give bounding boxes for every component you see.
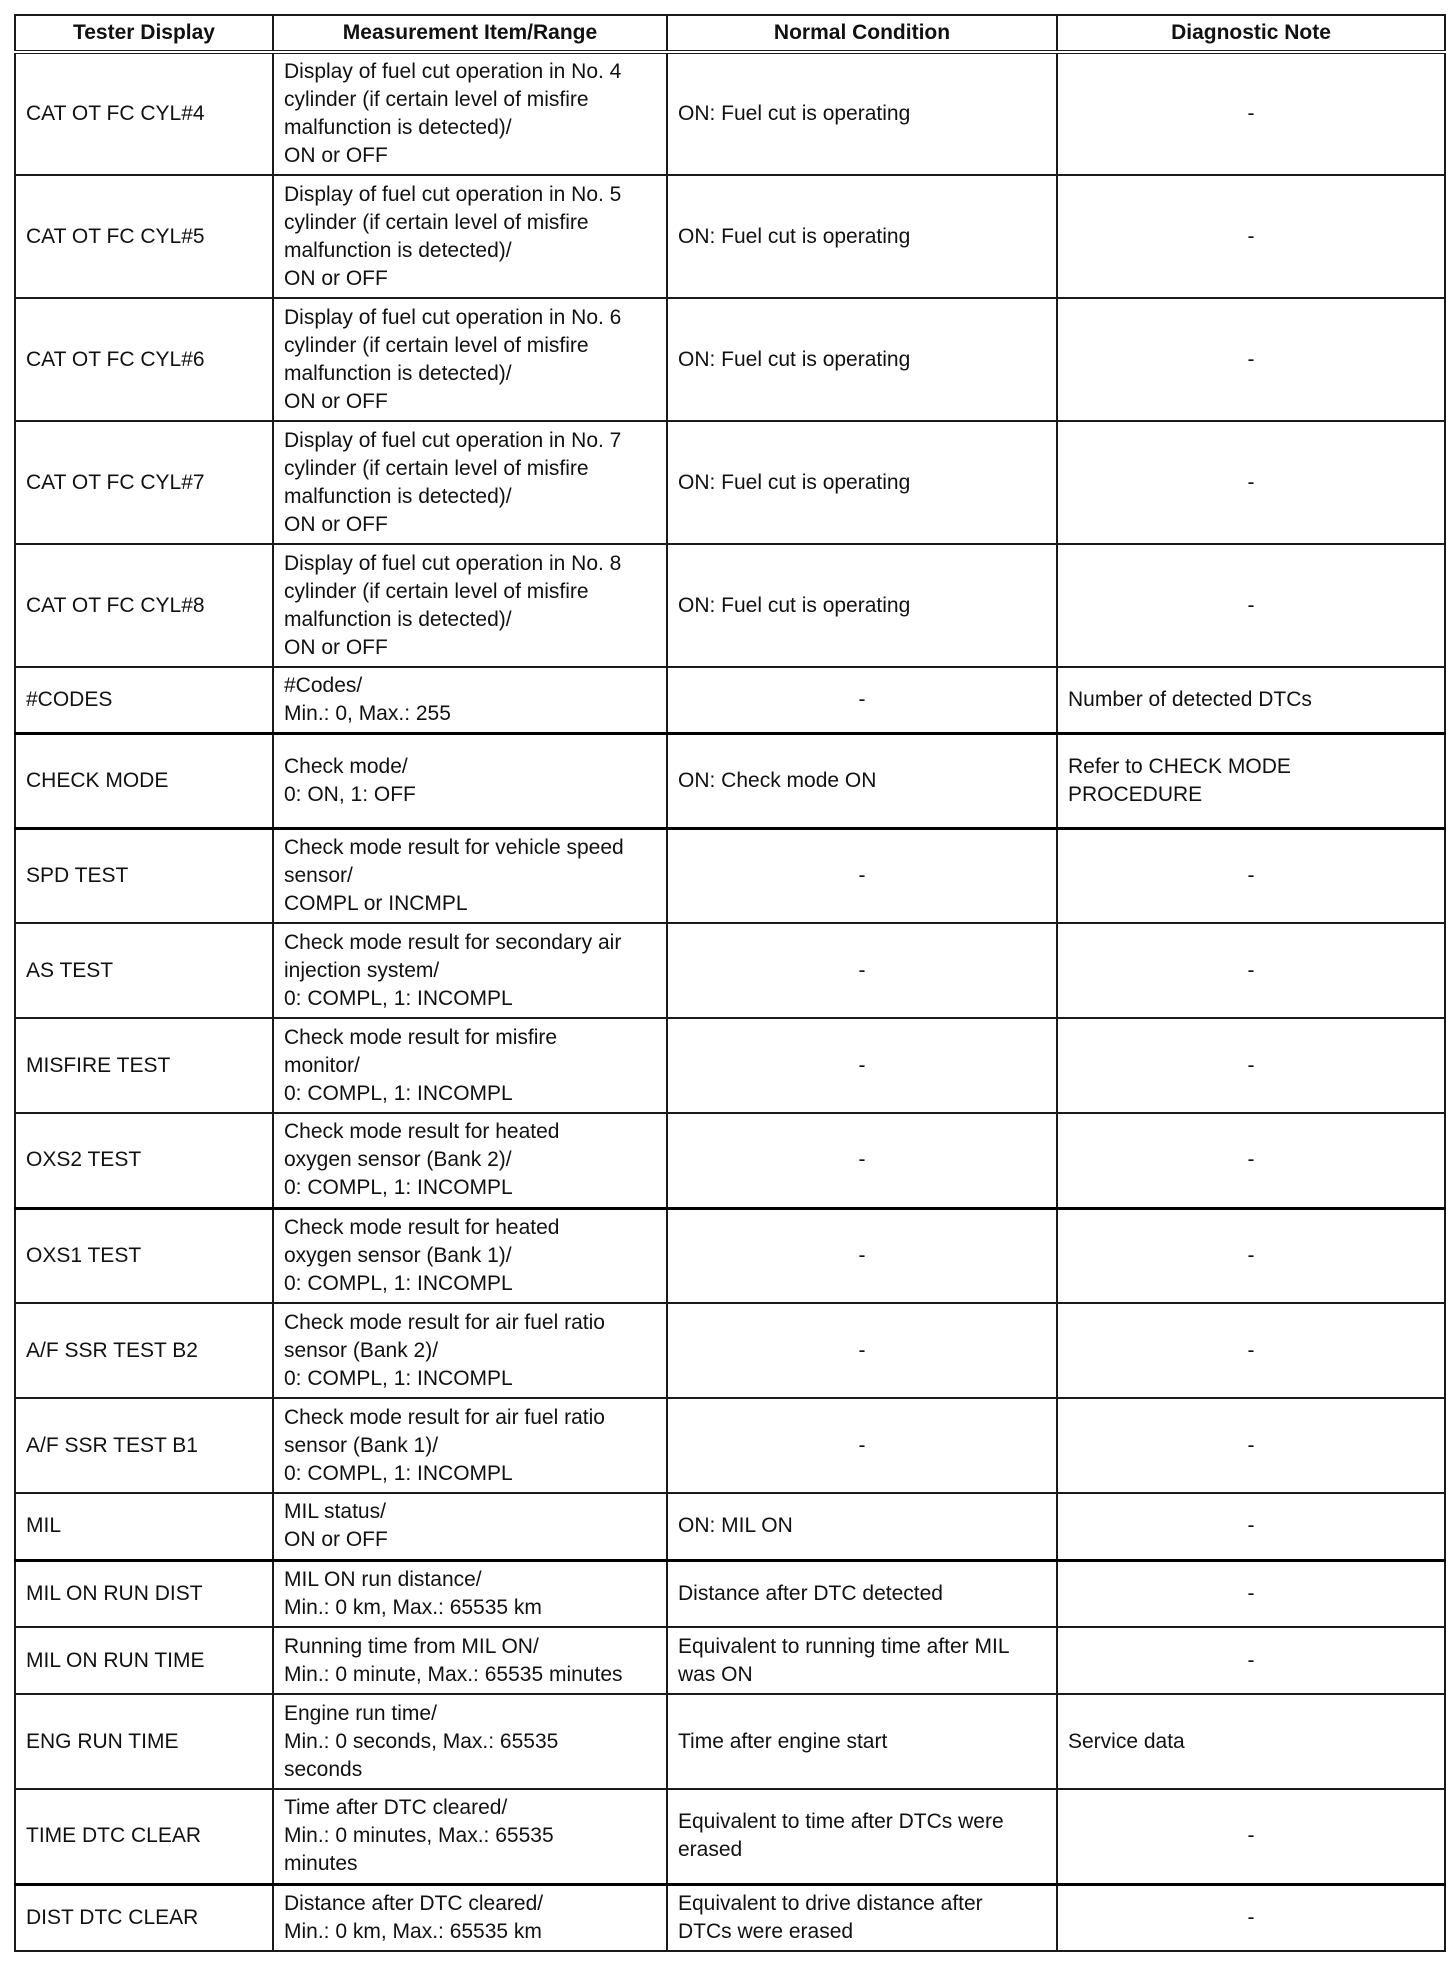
diagnostic-note-cell bbox=[1057, 544, 1445, 667]
diagnostic-note-cell bbox=[1057, 923, 1445, 1018]
diagnostic-note-cell bbox=[1057, 1884, 1445, 1951]
tester-display-cell bbox=[15, 1018, 273, 1113]
normal-condition-cell-text: - bbox=[858, 958, 866, 982]
normal-condition-cell-text: ON: MIL ON bbox=[678, 1514, 793, 1538]
normal-condition-cell bbox=[667, 1113, 1057, 1208]
measurement-item-cell bbox=[273, 733, 667, 828]
normal-condition-cell bbox=[667, 923, 1057, 1018]
measurement-item-cell bbox=[273, 667, 667, 733]
diagnostic-note-cell-text: - bbox=[1247, 1824, 1255, 1848]
table-row bbox=[15, 544, 1445, 667]
measurement-item-cell-text: Display of fuel cut operation in No. 8 cylinder (if certain level of misfire malfunction is detected)/ ON or OFF bbox=[284, 551, 622, 659]
tester-display-cell bbox=[15, 1493, 273, 1560]
normal-condition-cell-text: - bbox=[858, 1433, 866, 1457]
tester-display-cell-text: #CODES bbox=[26, 687, 113, 711]
measurement-item-cell-text: Running time from MIL ON/ Min.: 0 minute, Max.: 65535 minutes bbox=[284, 1634, 623, 1686]
diagnostic-note-cell-text: - bbox=[1247, 1433, 1255, 1457]
tester-display-cell bbox=[15, 298, 273, 421]
tester-display-cell-text: OXS1 TEST bbox=[26, 1243, 142, 1267]
table-row bbox=[15, 298, 1445, 421]
diagnostic-note-cell bbox=[1057, 1493, 1445, 1560]
normal-condition-cell bbox=[667, 544, 1057, 667]
normal-condition-cell bbox=[667, 1694, 1057, 1789]
diagnostic-note-cell bbox=[1057, 1398, 1445, 1493]
table-row bbox=[15, 1303, 1445, 1398]
tester-display-cell bbox=[15, 1208, 273, 1303]
normal-condition-cell bbox=[667, 298, 1057, 421]
measurement-item-cell bbox=[273, 1493, 667, 1560]
normal-condition-cell-text: Equivalent to running time after MIL was ON bbox=[678, 1634, 1010, 1686]
measurement-item-cell bbox=[273, 421, 667, 544]
measurement-item-cell bbox=[273, 1884, 667, 1951]
diagnostic-note-cell-text: - bbox=[1247, 958, 1255, 982]
diagnostic-note-cell-text: - bbox=[1247, 1581, 1255, 1605]
measurement-item-cell bbox=[273, 1627, 667, 1694]
measurement-item-cell bbox=[273, 1303, 667, 1398]
normal-condition-cell-text: - bbox=[858, 1053, 866, 1077]
tester-display-cell bbox=[15, 828, 273, 923]
diagnostic-note-cell-text: - bbox=[1247, 1053, 1255, 1077]
measurement-item-cell-text: #Codes/ Min.: 0, Max.: 255 bbox=[284, 673, 451, 725]
tester-display-cell-text: CAT OT FC CYL#8 bbox=[26, 593, 205, 617]
diagnostic-note-cell bbox=[1057, 733, 1445, 828]
tester-display-cell-text: OXS2 TEST bbox=[26, 1148, 142, 1172]
normal-condition-cell-text: - bbox=[858, 687, 866, 711]
diagnostic-note-cell bbox=[1057, 1789, 1445, 1884]
diagnostic-note-cell-text: - bbox=[1247, 224, 1255, 248]
measurement-item-cell-text: Time after DTC cleared/ Min.: 0 minutes, Max.: 65535 minutes bbox=[284, 1796, 554, 1876]
normal-condition-cell bbox=[667, 667, 1057, 733]
header-normal-condition: Normal Condition bbox=[667, 15, 1057, 52]
normal-condition-cell bbox=[667, 1018, 1057, 1113]
tester-display-cell bbox=[15, 1694, 273, 1789]
tester-display-cell bbox=[15, 421, 273, 544]
tester-display-cell bbox=[15, 1560, 273, 1627]
table-row bbox=[15, 733, 1445, 828]
measurement-item-cell-text: Check mode result for vehicle speed sensor/ COMPL or INCMPL bbox=[284, 835, 624, 915]
normal-condition-cell bbox=[667, 1884, 1057, 1951]
diagnostic-note-cell-text: - bbox=[1247, 863, 1255, 887]
diagnostic-note-cell bbox=[1057, 1208, 1445, 1303]
diagnostic-note-cell bbox=[1057, 1303, 1445, 1398]
table-row bbox=[15, 1018, 1445, 1113]
tester-display-cell bbox=[15, 1627, 273, 1694]
normal-condition-cell-text: ON: Fuel cut is operating bbox=[678, 347, 911, 371]
table-body bbox=[15, 52, 1445, 1951]
tester-display-cell-text: CAT OT FC CYL#7 bbox=[26, 470, 205, 494]
normal-condition-cell-text: - bbox=[858, 1338, 866, 1362]
tester-display-cell bbox=[15, 1303, 273, 1398]
table-row bbox=[15, 1493, 1445, 1560]
measurement-item-cell-text: MIL status/ ON or OFF bbox=[284, 1500, 388, 1552]
diagnostic-note-cell bbox=[1057, 828, 1445, 923]
diagnostic-note-cell bbox=[1057, 175, 1445, 298]
diagnostic-note-cell bbox=[1057, 1113, 1445, 1208]
diagnostic-note-cell-text: - bbox=[1247, 1338, 1255, 1362]
table-row bbox=[15, 1884, 1445, 1951]
tester-display-cell bbox=[15, 175, 273, 298]
measurement-item-cell-text: Display of fuel cut operation in No. 6 cylinder (if certain level of misfire malfunction is detected)/ ON or OFF bbox=[284, 305, 622, 413]
tester-display-cell-text: ENG RUN TIME bbox=[26, 1729, 179, 1753]
normal-condition-cell bbox=[667, 733, 1057, 828]
table-row bbox=[15, 1560, 1445, 1627]
measurement-item-cell bbox=[273, 544, 667, 667]
diagnostic-note-cell-text: - bbox=[1247, 1148, 1255, 1172]
tester-display-cell-text: CAT OT FC CYL#5 bbox=[26, 224, 205, 248]
table-row bbox=[15, 1789, 1445, 1884]
normal-condition-cell-text: ON: Fuel cut is operating bbox=[678, 102, 911, 125]
measurement-item-cell-text: Engine run time/ Min.: 0 seconds, Max.: 65535 seconds bbox=[284, 1701, 559, 1781]
table-row bbox=[15, 1398, 1445, 1493]
normal-condition-cell bbox=[667, 1398, 1057, 1493]
header-diagnostic-note: Diagnostic Note bbox=[1057, 15, 1445, 52]
normal-condition-cell bbox=[667, 1493, 1057, 1560]
measurement-item-cell bbox=[273, 1789, 667, 1884]
normal-condition-cell bbox=[667, 1208, 1057, 1303]
tester-display-cell bbox=[15, 52, 273, 175]
measurement-item-cell bbox=[273, 1694, 667, 1789]
diagnostic-note-cell-text: Number of detected DTCs bbox=[1068, 687, 1312, 711]
diagnostic-note-cell bbox=[1057, 1560, 1445, 1627]
normal-condition-cell-text: ON: Fuel cut is operating bbox=[678, 470, 911, 494]
tester-display-cell-text: A/F SSR TEST B1 bbox=[26, 1433, 198, 1457]
measurement-item-cell bbox=[273, 52, 667, 175]
measurement-item-cell-text: Distance after DTC cleared/ Min.: 0 km, Max.: 65535 km bbox=[284, 1891, 544, 1943]
measurement-item-cell bbox=[273, 923, 667, 1018]
diagnostic-note-cell-text: Refer to CHECK MODE PROCEDURE bbox=[1068, 754, 1291, 806]
normal-condition-cell-text: - bbox=[858, 1243, 866, 1267]
normal-condition-cell bbox=[667, 828, 1057, 923]
diagnostic-note-cell bbox=[1057, 667, 1445, 733]
diagnostic-note-cell-text: Service data bbox=[1068, 1729, 1185, 1753]
measurement-item-cell bbox=[273, 1560, 667, 1627]
tester-display-cell-text: MIL ON RUN DIST bbox=[26, 1581, 203, 1605]
tester-display-cell-text: MIL bbox=[26, 1514, 62, 1538]
diagnostic-note-cell-text: - bbox=[1247, 1514, 1255, 1538]
diagnostic-note-cell-text: - bbox=[1247, 470, 1255, 494]
measurement-item-cell bbox=[273, 1113, 667, 1208]
diagnostic-note-cell bbox=[1057, 1627, 1445, 1694]
tester-display-cell bbox=[15, 923, 273, 1018]
diagnostic-note-cell bbox=[1057, 1694, 1445, 1789]
diagnostic-data-table bbox=[14, 14, 1446, 1952]
measurement-item-cell bbox=[273, 1398, 667, 1493]
normal-condition-cell-text: ON: Check mode ON bbox=[678, 768, 877, 792]
table-row bbox=[15, 828, 1445, 923]
normal-condition-cell bbox=[667, 1560, 1057, 1627]
diagnostic-note-cell-text: - bbox=[1247, 347, 1255, 371]
measurement-item-cell-text: Check mode/ 0: ON, 1: OFF bbox=[284, 754, 416, 806]
normal-condition-cell-text: Equivalent to drive distance after DTCs were erased bbox=[678, 1891, 983, 1943]
normal-condition-cell-text: - bbox=[858, 863, 866, 887]
measurement-item-cell-text: MIL ON run distance/ Min.: 0 km, Max.: 65535 km bbox=[284, 1567, 542, 1619]
tester-display-cell bbox=[15, 667, 273, 733]
diagnostic-note-cell bbox=[1057, 1018, 1445, 1113]
table-row bbox=[15, 1627, 1445, 1694]
measurement-item-cell bbox=[273, 828, 667, 923]
tester-display-cell-text: MISFIRE TEST bbox=[26, 1053, 171, 1077]
tester-display-cell-text: CAT OT FC CYL#6 bbox=[26, 347, 205, 371]
tester-display-cell bbox=[15, 544, 273, 667]
tester-display-cell-text: AS TEST bbox=[26, 958, 114, 982]
measurement-item-cell-text: Check mode result for heated oxygen sensor (Bank 2)/ 0: COMPL, 1: INCOMPL bbox=[284, 1120, 560, 1200]
normal-condition-cell-text: Time after engine start bbox=[678, 1729, 888, 1753]
diagnostic-note-cell-text: - bbox=[1247, 593, 1255, 617]
measurement-item-cell bbox=[273, 1208, 667, 1303]
table-row bbox=[15, 1113, 1445, 1208]
table-row bbox=[15, 421, 1445, 544]
normal-condition-cell bbox=[667, 421, 1057, 544]
normal-condition-cell bbox=[667, 175, 1057, 298]
tester-display-cell bbox=[15, 1398, 273, 1493]
tester-display-cell bbox=[15, 1789, 273, 1884]
normal-condition-cell-text: ON: Fuel cut is operating bbox=[678, 224, 911, 248]
normal-condition-cell bbox=[667, 1303, 1057, 1398]
header-measurement-item: Measurement Item/Range bbox=[273, 15, 667, 52]
table-row bbox=[15, 923, 1445, 1018]
measurement-item-cell bbox=[273, 298, 667, 421]
tester-display-cell bbox=[15, 1113, 273, 1208]
diagnostic-note-cell-text: - bbox=[1247, 1905, 1255, 1929]
measurement-item-cell-text: Check mode result for air fuel ratio sensor (Bank 1)/ 0: COMPL, 1: INCOMPL bbox=[284, 1405, 605, 1485]
measurement-item-cell-text: Display of fuel cut operation in No. 5 cylinder (if certain level of misfire malfunction is detected)/ ON or OFF bbox=[284, 182, 622, 290]
measurement-item-cell-text: Display of fuel cut operation in No. 7 cylinder (if certain level of misfire malfunction is detected)/ ON or OFF bbox=[284, 428, 622, 536]
measurement-item-cell-text: Check mode result for secondary air injection system/ 0: COMPL, 1: INCOMPL bbox=[284, 930, 622, 1010]
tester-display-cell bbox=[15, 1884, 273, 1951]
table-row bbox=[15, 1208, 1445, 1303]
measurement-item-cell bbox=[273, 175, 667, 298]
normal-condition-cell bbox=[667, 52, 1057, 175]
tester-display-cell-text: A/F SSR TEST B2 bbox=[26, 1338, 198, 1362]
diagnostic-note-cell bbox=[1057, 421, 1445, 544]
normal-condition-cell bbox=[667, 1789, 1057, 1884]
normal-condition-cell-text: Distance after DTC detected bbox=[678, 1581, 943, 1605]
tester-display-cell-text: MIL ON RUN TIME bbox=[26, 1648, 205, 1672]
tester-display-cell-text: DIST DTC CLEAR bbox=[26, 1905, 199, 1929]
diagnostic-note-cell-text: - bbox=[1247, 102, 1255, 125]
table-row bbox=[15, 1694, 1445, 1789]
tester-display-cell bbox=[15, 733, 273, 828]
diagnostic-note-cell bbox=[1057, 52, 1445, 175]
tester-display-cell-text: TIME DTC CLEAR bbox=[26, 1824, 202, 1848]
tester-display-cell-text: CHECK MODE bbox=[26, 768, 169, 792]
tester-display-cell-text: CAT OT FC CYL#4 bbox=[26, 102, 205, 125]
diagnostic-note-cell bbox=[1057, 298, 1445, 421]
table-row bbox=[15, 175, 1445, 298]
measurement-item-cell bbox=[273, 1018, 667, 1113]
measurement-item-cell-text: Check mode result for air fuel ratio sensor (Bank 2)/ 0: COMPL, 1: INCOMPL bbox=[284, 1310, 605, 1390]
normal-condition-cell bbox=[667, 1627, 1057, 1694]
normal-condition-cell-text: ON: Fuel cut is operating bbox=[678, 593, 911, 617]
table-row bbox=[15, 52, 1445, 175]
normal-condition-cell-text: Equivalent to time after DTCs were erased bbox=[678, 1810, 1004, 1862]
measurement-item-cell-text: Check mode result for heated oxygen sensor (Bank 1)/ 0: COMPL, 1: INCOMPL bbox=[284, 1215, 560, 1295]
measurement-item-cell-text: Check mode result for misfire monitor/ 0: COMPL, 1: INCOMPL bbox=[284, 1025, 558, 1105]
diagnostic-note-cell-text: - bbox=[1247, 1243, 1255, 1267]
table-header-row bbox=[15, 15, 1445, 52]
measurement-item-cell-text: Display of fuel cut operation in No. 4 cylinder (if certain level of misfire malfunction is detected)/ ON or OFF bbox=[284, 60, 622, 167]
table-row bbox=[15, 667, 1445, 733]
normal-condition-cell-text: - bbox=[858, 1148, 866, 1172]
diagnostic-note-cell-text: - bbox=[1247, 1648, 1255, 1672]
header-tester-display: Tester Display bbox=[15, 15, 273, 52]
tester-display-cell-text: SPD TEST bbox=[26, 863, 129, 887]
